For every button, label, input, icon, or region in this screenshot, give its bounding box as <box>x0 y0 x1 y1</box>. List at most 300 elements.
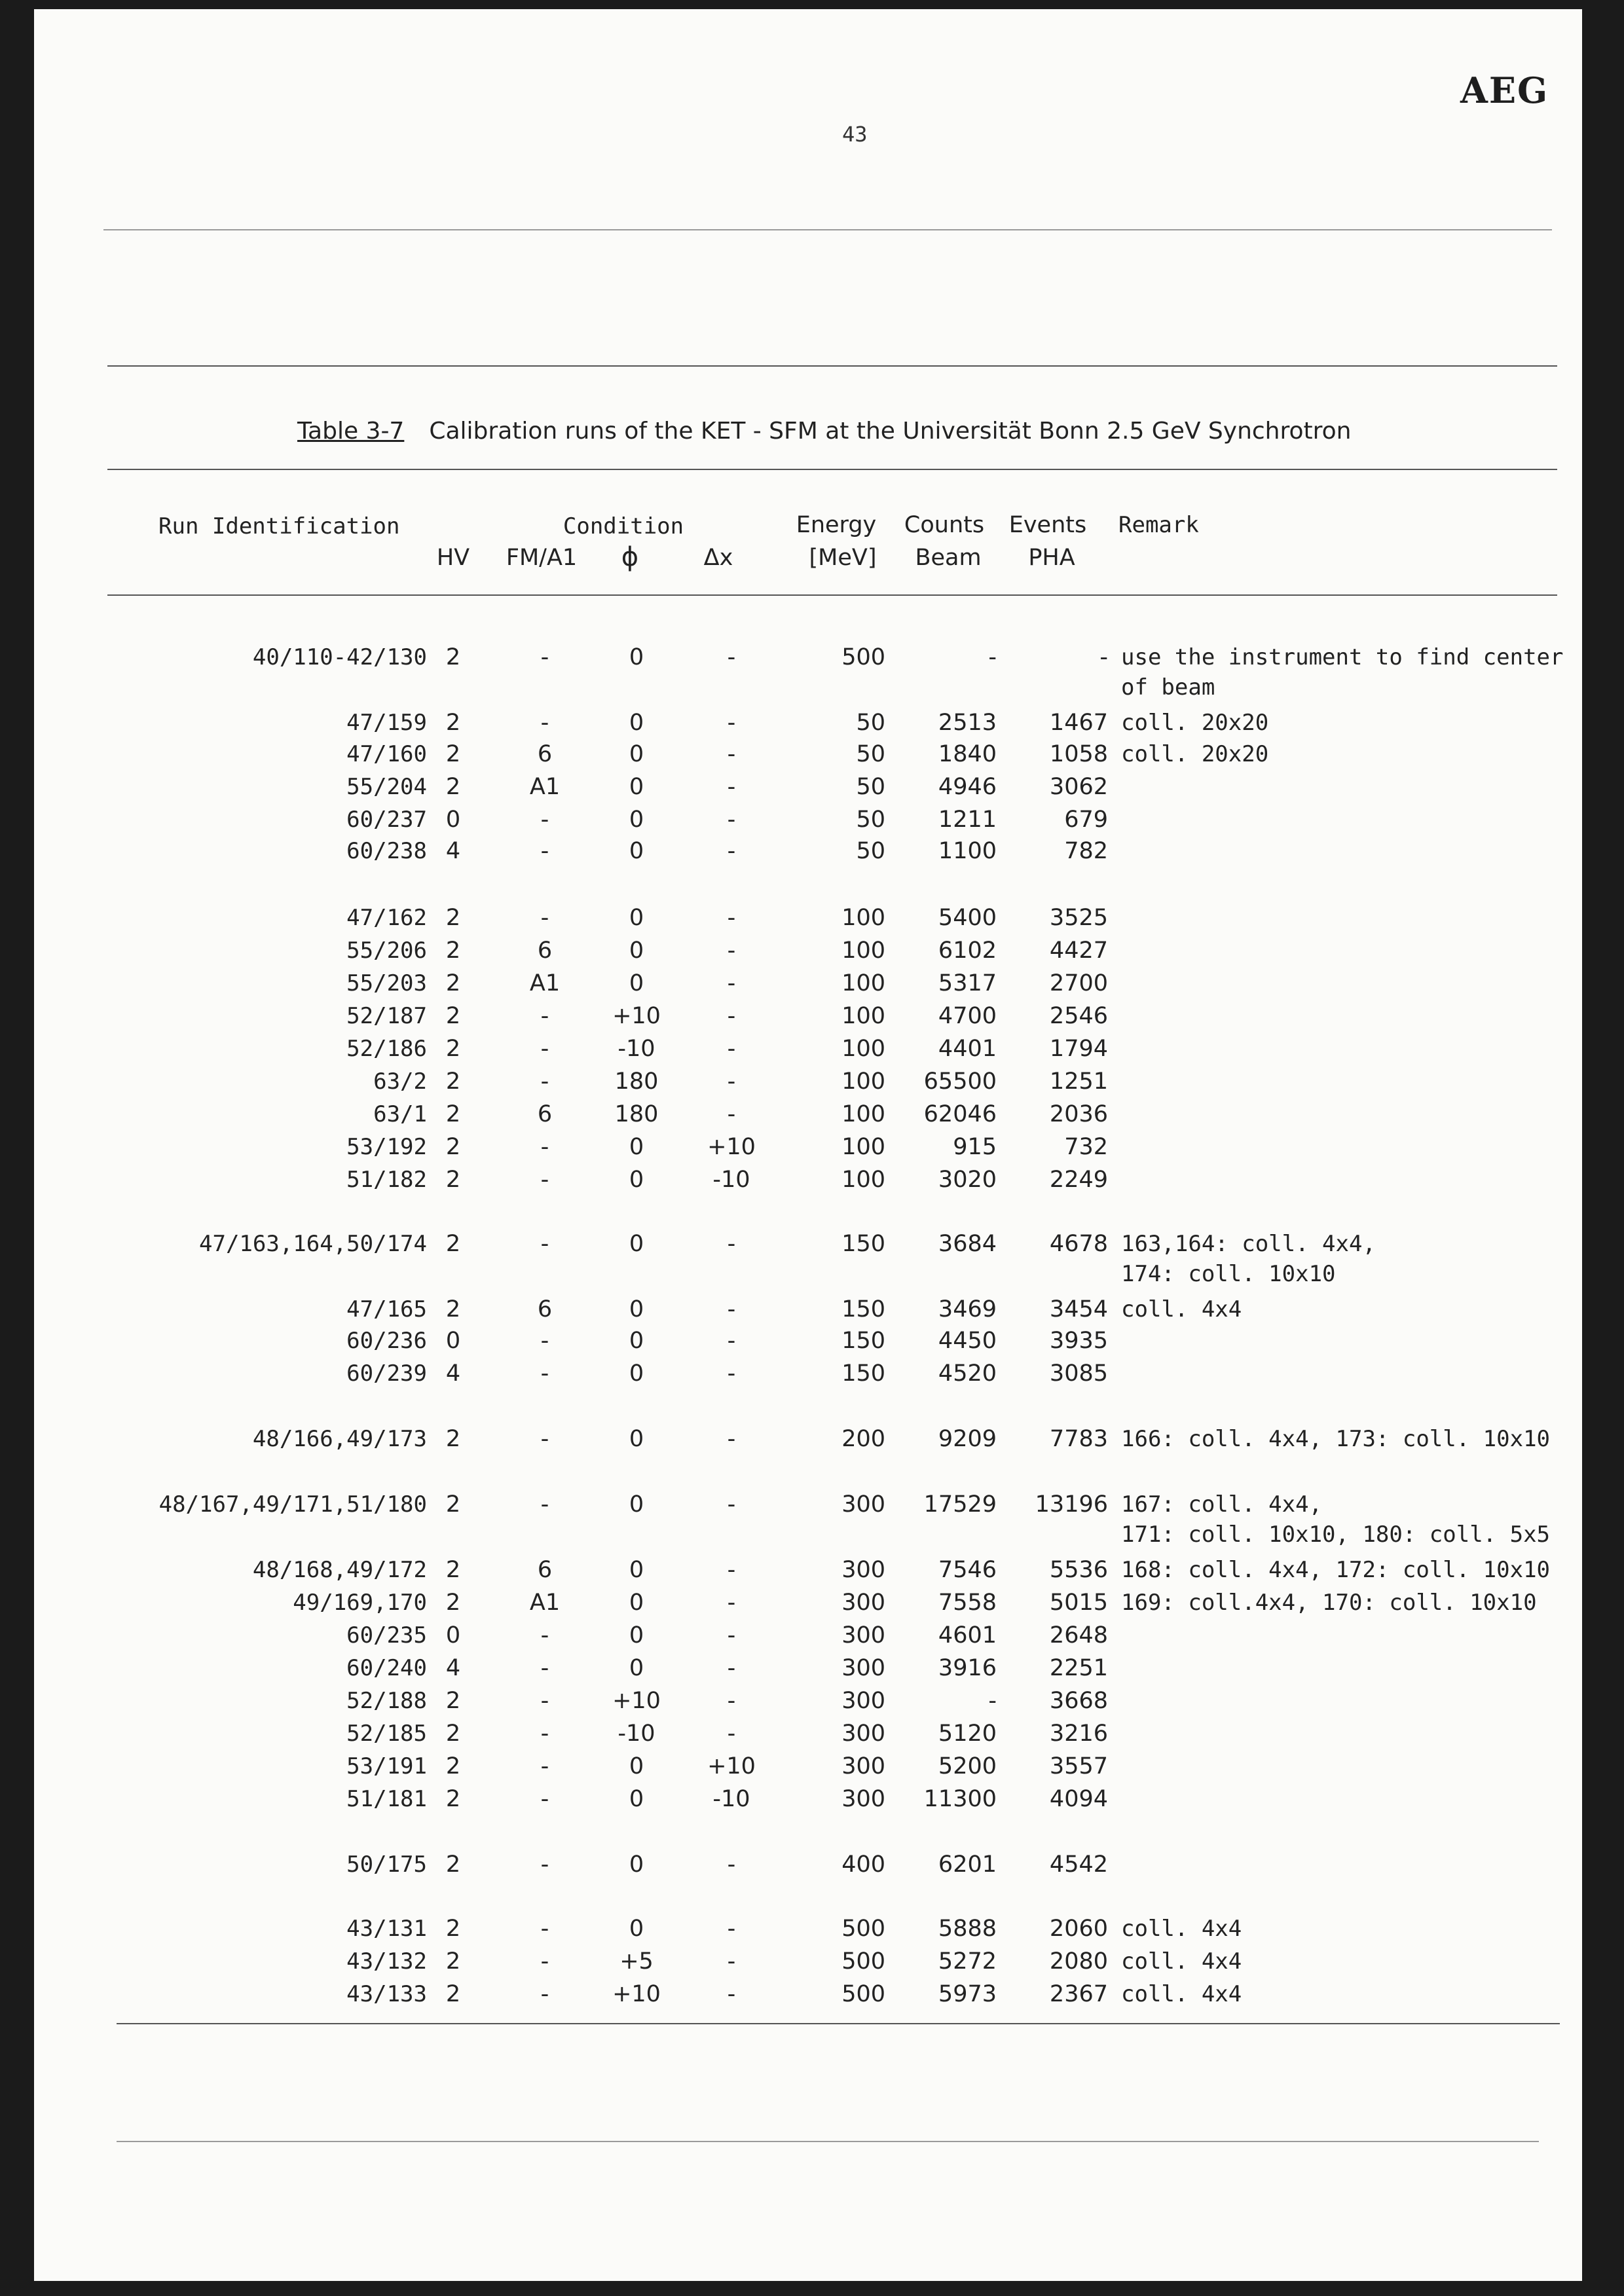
table-row <box>34 1231 1582 1287</box>
cell-delta-x: - <box>727 1622 736 1649</box>
cell-delta-x: - <box>727 1296 736 1322</box>
table-row <box>34 1360 1582 1393</box>
cell-delta-x: - <box>727 838 736 864</box>
cell-energy: 400 <box>841 1851 885 1878</box>
cell-events-pha: 1794 <box>1049 1036 1108 1062</box>
cell-remark: 168: coll. 4x4, 172: coll. 10x10 <box>1121 1557 1551 1583</box>
table-caption <box>297 418 1352 445</box>
cell-phi: 0 <box>629 1134 644 1160</box>
cell-energy: 50 <box>856 741 885 767</box>
cell-run-id: 47/165 <box>346 1296 427 1322</box>
table-row <box>34 710 1582 742</box>
cell-run-id: 47/163,164,50/174 <box>199 1231 427 1257</box>
header-run-identification: Run Identification <box>158 513 400 539</box>
cell-run-id: 55/206 <box>346 938 427 964</box>
table-row <box>34 644 1582 701</box>
table-row <box>34 1786 1582 1819</box>
cell-fm-al: - <box>540 1753 549 1779</box>
cell-events-pha: 1467 <box>1049 710 1108 736</box>
header-phi: ϕ <box>621 542 639 572</box>
table-row <box>34 1688 1582 1721</box>
cell-phi: 0 <box>629 1296 644 1322</box>
cell-events-pha: 3062 <box>1049 774 1108 800</box>
cell-phi: 0 <box>629 1916 644 1942</box>
header-energy-unit: [MeV] <box>809 545 877 571</box>
table-row <box>34 1557 1582 1590</box>
table-row <box>34 1101 1582 1134</box>
cell-delta-x: - <box>727 1360 736 1387</box>
cell-fm-al: - <box>540 1167 549 1193</box>
table-row <box>34 1134 1582 1167</box>
table-row <box>34 1068 1582 1101</box>
cell-phi: 180 <box>614 1101 659 1127</box>
cell-energy: 300 <box>841 1491 885 1518</box>
cell-phi: 0 <box>629 1851 644 1878</box>
cell-counts-beam: 5973 <box>938 1981 997 2007</box>
cell-remark: coll. 4x4 <box>1121 1981 1242 2007</box>
cell-events-pha: 5536 <box>1049 1557 1108 1583</box>
cell-run-id: 43/131 <box>346 1916 427 1942</box>
cell-events-pha: 2249 <box>1049 1167 1108 1193</box>
cell-phi: 0 <box>629 970 644 996</box>
cell-hv: 2 <box>445 1753 461 1779</box>
cell-hv: 2 <box>445 1003 461 1029</box>
table-row <box>34 1590 1582 1622</box>
cell-remark: 167: coll. 4x4, <box>1121 1491 1323 1518</box>
cell-hv: 2 <box>445 1101 461 1127</box>
cell-hv: 0 <box>445 807 461 833</box>
cell-counts-beam: 3020 <box>938 1167 997 1193</box>
header-fm-al: FM/A1 <box>506 545 578 571</box>
table-row <box>34 838 1582 871</box>
cell-phi: +10 <box>612 1003 661 1029</box>
cell-energy: 300 <box>841 1622 885 1649</box>
cell-fm-al: 6 <box>537 1557 553 1583</box>
cell-fm-al: 6 <box>537 741 553 767</box>
cell-delta-x: - <box>727 1426 736 1452</box>
cell-counts-beam: 5888 <box>938 1916 997 1942</box>
cell-remark: use the instrument to find center <box>1121 644 1564 670</box>
header-events: Events <box>1008 512 1087 538</box>
cell-counts-beam: 9209 <box>938 1426 997 1452</box>
cell-hv: 2 <box>445 970 461 996</box>
cell-fm-al: 6 <box>537 1296 553 1322</box>
cell-delta-x: +10 <box>707 1753 756 1779</box>
cell-events-pha: 2036 <box>1049 1101 1108 1127</box>
header-remark: Remark <box>1118 512 1199 538</box>
table-row <box>34 938 1582 970</box>
cell-counts-beam: 4946 <box>938 774 997 800</box>
cell-hv: 2 <box>445 1134 461 1160</box>
cell-delta-x: - <box>727 1491 736 1518</box>
cell-hv: 2 <box>445 905 461 931</box>
top-divider <box>103 229 1552 230</box>
cell-phi: +10 <box>612 1688 661 1714</box>
cell-energy: 300 <box>841 1688 885 1714</box>
cell-events-pha: 2367 <box>1049 1981 1108 2007</box>
cell-remark-continued: 174: coll. 10x10 <box>1121 1261 1336 1287</box>
cell-hv: 4 <box>445 1655 461 1681</box>
cell-delta-x: - <box>727 741 736 767</box>
cell-delta-x: - <box>727 1231 736 1257</box>
cell-delta-x: - <box>727 1036 736 1062</box>
cell-delta-x: - <box>727 1916 736 1942</box>
cell-hv: 2 <box>445 774 461 800</box>
cell-phi: 180 <box>614 1068 659 1095</box>
table-row <box>34 741 1582 774</box>
cell-phi: 0 <box>629 1557 644 1583</box>
cell-counts-beam: 4450 <box>938 1328 997 1354</box>
cell-counts-beam: 4520 <box>938 1360 997 1387</box>
cell-run-id: 40/110-42/130 <box>252 644 427 670</box>
cell-fm-al: - <box>540 1916 549 1942</box>
table-row <box>34 1003 1582 1036</box>
cell-events-pha: 2648 <box>1049 1622 1108 1649</box>
cell-counts-beam: 3684 <box>938 1231 997 1257</box>
cell-events-pha: 3557 <box>1049 1753 1108 1779</box>
cell-run-id: 53/192 <box>346 1134 427 1160</box>
cell-run-id: 60/238 <box>346 838 427 864</box>
cell-hv: 2 <box>445 1167 461 1193</box>
cell-phi: 0 <box>629 1360 644 1387</box>
cell-phi: 0 <box>629 1231 644 1257</box>
cell-delta-x: +10 <box>707 1134 756 1160</box>
bottom-divider <box>117 2141 1539 2142</box>
cell-events-pha: - <box>1099 644 1108 670</box>
cell-hv: 2 <box>445 644 461 670</box>
table-bottom-rule <box>117 2023 1560 2024</box>
cell-run-id: 52/185 <box>346 1721 427 1747</box>
cell-fm-al: - <box>540 1622 549 1649</box>
cell-fm-al: - <box>540 1851 549 1878</box>
cell-events-pha: 13196 <box>1035 1491 1108 1518</box>
cell-energy: 300 <box>841 1721 885 1747</box>
cell-counts-beam: - <box>988 644 997 670</box>
cell-hv: 2 <box>445 1688 461 1714</box>
cell-delta-x: - <box>727 774 736 800</box>
cell-events-pha: 3935 <box>1049 1328 1108 1354</box>
table-row <box>34 1328 1582 1360</box>
cell-events-pha: 4094 <box>1049 1786 1108 1812</box>
cell-energy: 300 <box>841 1753 885 1779</box>
table-row <box>34 807 1582 839</box>
cell-delta-x: - <box>727 1590 736 1616</box>
cell-energy: 500 <box>841 1981 885 2007</box>
cell-run-id: 49/169,170 <box>293 1590 427 1616</box>
table-row <box>34 1753 1582 1786</box>
cell-counts-beam: 3916 <box>938 1655 997 1681</box>
cell-events-pha: 3454 <box>1049 1296 1108 1322</box>
cell-energy: 100 <box>841 970 885 996</box>
cell-delta-x: - <box>727 1948 736 1975</box>
cell-run-id: 63/2 <box>373 1068 427 1095</box>
cell-phi: 0 <box>629 644 644 670</box>
cell-delta-x: - <box>727 1557 736 1583</box>
cell-phi: 0 <box>629 1655 644 1681</box>
cell-counts-beam: 6102 <box>938 938 997 964</box>
cell-delta-x: - <box>727 807 736 833</box>
header-counts: Counts <box>904 512 985 538</box>
cell-hv: 2 <box>445 1296 461 1322</box>
cell-hv: 4 <box>445 838 461 864</box>
cell-counts-beam: 5200 <box>938 1753 997 1779</box>
cell-run-id: 63/1 <box>373 1101 427 1127</box>
cell-delta-x: - <box>727 1721 736 1747</box>
table-row <box>34 1167 1582 1199</box>
cell-phi: 0 <box>629 1622 644 1649</box>
table-row <box>34 1036 1582 1068</box>
cell-run-id: 47/160 <box>346 741 427 767</box>
cell-remark: coll. 20x20 <box>1121 710 1269 736</box>
cell-run-id: 52/188 <box>346 1688 427 1714</box>
table-row <box>34 1426 1582 1459</box>
cell-phi: 0 <box>629 741 644 767</box>
cell-phi: +10 <box>612 1981 661 2007</box>
cell-run-id: 48/167,49/171,51/180 <box>158 1491 427 1518</box>
header-energy: Energy <box>796 512 877 538</box>
cell-hv: 2 <box>445 938 461 964</box>
cell-remark-continued: of beam <box>1121 674 1215 701</box>
cell-hv: 4 <box>445 1360 461 1387</box>
cell-fm-al: A1 <box>529 774 561 800</box>
cell-hv: 2 <box>445 1851 461 1878</box>
cell-run-id: 43/132 <box>346 1948 427 1975</box>
table-row <box>34 1851 1582 1884</box>
cell-remark: coll. 20x20 <box>1121 741 1269 767</box>
cell-energy: 100 <box>841 905 885 931</box>
header-delta-x: Δx <box>703 545 733 571</box>
cell-counts-beam: 4401 <box>938 1036 997 1062</box>
cell-counts-beam: 7546 <box>938 1557 997 1583</box>
cell-counts-beam: 5400 <box>938 905 997 931</box>
cell-fm-al: - <box>540 1721 549 1747</box>
cell-events-pha: 7783 <box>1049 1426 1108 1452</box>
table-row <box>34 1655 1582 1688</box>
table-row <box>34 905 1582 938</box>
cell-fm-al: - <box>540 644 549 670</box>
cell-events-pha: 2700 <box>1049 970 1108 996</box>
cell-counts-beam: 915 <box>953 1134 997 1160</box>
cell-phi: -10 <box>618 1036 655 1062</box>
cell-counts-beam: - <box>988 1688 997 1714</box>
cell-delta-x: - <box>727 1688 736 1714</box>
cell-counts-beam: 3469 <box>938 1296 997 1322</box>
table-row <box>34 1721 1582 1753</box>
cell-delta-x: - <box>727 938 736 964</box>
cell-counts-beam: 62046 <box>923 1101 997 1127</box>
cell-delta-x: - <box>727 1981 736 2007</box>
cell-run-id: 50/175 <box>346 1851 427 1878</box>
cell-delta-x: - <box>727 1101 736 1127</box>
cell-hv: 2 <box>445 1721 461 1747</box>
cell-phi: 0 <box>629 1426 644 1452</box>
cell-energy: 300 <box>841 1557 885 1583</box>
cell-fm-al: 6 <box>537 1101 553 1127</box>
cell-hv: 0 <box>445 1328 461 1354</box>
cell-energy: 150 <box>841 1328 885 1354</box>
cell-energy: 100 <box>841 1068 885 1095</box>
cell-run-id: 60/239 <box>346 1360 427 1387</box>
cell-run-id: 47/159 <box>346 710 427 736</box>
cell-events-pha: 2060 <box>1049 1916 1108 1942</box>
cell-counts-beam: 65500 <box>923 1068 997 1095</box>
cell-fm-al: - <box>540 1688 549 1714</box>
cell-delta-x: - <box>727 1003 736 1029</box>
cell-hv: 2 <box>445 1916 461 1942</box>
cell-fm-al: - <box>540 710 549 736</box>
cell-counts-beam: 5317 <box>938 970 997 996</box>
cell-fm-al: A1 <box>529 1590 561 1616</box>
cell-remark: coll. 4x4 <box>1121 1948 1242 1975</box>
cell-run-id: 52/186 <box>346 1036 427 1062</box>
cell-energy: 100 <box>841 1036 885 1062</box>
cell-hv: 2 <box>445 1786 461 1812</box>
cell-fm-al: - <box>540 1655 549 1681</box>
cell-run-id: 60/240 <box>346 1655 427 1681</box>
cell-run-id: 55/204 <box>346 774 427 800</box>
cell-counts-beam: 1840 <box>938 741 997 767</box>
cell-events-pha: 1058 <box>1049 741 1108 767</box>
cell-energy: 100 <box>841 1167 885 1193</box>
cell-events-pha: 3525 <box>1049 905 1108 931</box>
cell-phi: 0 <box>629 1590 644 1616</box>
cell-hv: 2 <box>445 741 461 767</box>
cell-energy: 150 <box>841 1360 885 1387</box>
table-row <box>34 1981 1582 2014</box>
cell-phi: 0 <box>629 938 644 964</box>
cell-remark: coll. 4x4 <box>1121 1916 1242 1942</box>
table-row <box>34 970 1582 1003</box>
cell-phi: 0 <box>629 1167 644 1193</box>
cell-fm-al: - <box>540 1036 549 1062</box>
cell-run-id: 52/187 <box>346 1003 427 1029</box>
cell-remark: coll. 4x4 <box>1121 1296 1242 1322</box>
caption-rule <box>107 469 1557 470</box>
cell-fm-al: - <box>540 1491 549 1518</box>
cell-events-pha: 1251 <box>1049 1068 1108 1095</box>
cell-events-pha: 4678 <box>1049 1231 1108 1257</box>
cell-delta-x: - <box>727 1328 736 1354</box>
cell-run-id: 53/191 <box>346 1753 427 1779</box>
cell-fm-al: - <box>540 838 549 864</box>
cell-phi: 0 <box>629 838 644 864</box>
cell-energy: 100 <box>841 938 885 964</box>
cell-counts-beam: 4601 <box>938 1622 997 1649</box>
cell-hv: 2 <box>445 1491 461 1518</box>
cell-remark: 163,164: coll. 4x4, <box>1121 1231 1376 1257</box>
cell-hv: 2 <box>445 1068 461 1095</box>
cell-events-pha: 732 <box>1064 1134 1108 1160</box>
cell-events-pha: 4427 <box>1049 938 1108 964</box>
cell-run-id: 47/162 <box>346 905 427 931</box>
table-top-rule <box>107 365 1557 367</box>
cell-phi: 0 <box>629 1786 644 1812</box>
cell-energy: 500 <box>841 1948 885 1975</box>
cell-delta-x: - <box>727 710 736 736</box>
cell-phi: 0 <box>629 905 644 931</box>
cell-fm-al: - <box>540 1786 549 1812</box>
cell-energy: 50 <box>856 807 885 833</box>
cell-energy: 300 <box>841 1655 885 1681</box>
page-number: 43 <box>842 122 868 147</box>
cell-hv: 0 <box>445 1622 461 1649</box>
cell-counts-beam: 2513 <box>938 710 997 736</box>
cell-hv: 2 <box>445 1590 461 1616</box>
cell-events-pha: 679 <box>1064 807 1108 833</box>
cell-fm-al: - <box>540 807 549 833</box>
cell-events-pha: 2546 <box>1049 1003 1108 1029</box>
cell-events-pha: 782 <box>1064 838 1108 864</box>
cell-energy: 150 <box>841 1231 885 1257</box>
cell-energy: 50 <box>856 774 885 800</box>
header-counts-beam: Beam <box>915 545 982 571</box>
cell-energy: 150 <box>841 1296 885 1322</box>
table-label: Table 3-7 <box>297 418 405 445</box>
cell-delta-x: - <box>727 1068 736 1095</box>
table-row <box>34 774 1582 807</box>
cell-run-id: 43/133 <box>346 1981 427 2007</box>
cell-delta-x: - <box>727 970 736 996</box>
cell-events-pha: 4542 <box>1049 1851 1108 1878</box>
table-title: Calibration runs of the KET - SFM at the Universität Bonn 2.5 GeV Synchrotron <box>429 418 1352 445</box>
cell-run-id: 55/203 <box>346 970 427 996</box>
cell-energy: 300 <box>841 1590 885 1616</box>
cell-phi: 0 <box>629 1753 644 1779</box>
cell-phi: +5 <box>619 1948 654 1975</box>
cell-energy: 50 <box>856 710 885 736</box>
cell-hv: 2 <box>445 1231 461 1257</box>
table-row <box>34 1916 1582 1948</box>
cell-phi: 0 <box>629 807 644 833</box>
cell-fm-al: - <box>540 1231 549 1257</box>
cell-counts-beam: 17529 <box>923 1491 997 1518</box>
cell-energy: 200 <box>841 1426 885 1452</box>
cell-fm-al: - <box>540 1003 549 1029</box>
table-row <box>34 1948 1582 1981</box>
cell-delta-x: - <box>727 644 736 670</box>
cell-phi: 0 <box>629 710 644 736</box>
cell-delta-x: - <box>727 1655 736 1681</box>
cell-hv: 2 <box>445 1557 461 1583</box>
cell-run-id: 48/168,49/172 <box>252 1557 427 1583</box>
cell-phi: -10 <box>618 1721 655 1747</box>
header-rule <box>107 594 1557 596</box>
header-hv: HV <box>436 545 470 571</box>
cell-fm-al: - <box>540 1948 549 1975</box>
cell-run-id: 51/181 <box>346 1786 427 1812</box>
cell-events-pha: 3216 <box>1049 1721 1108 1747</box>
header-condition: Condition <box>563 513 684 539</box>
cell-fm-al: - <box>540 905 549 931</box>
table-row <box>34 1491 1582 1548</box>
cell-counts-beam: 5272 <box>938 1948 997 1975</box>
cell-run-id: 48/166,49/173 <box>252 1426 427 1452</box>
cell-hv: 2 <box>445 1948 461 1975</box>
cell-fm-al: - <box>540 1068 549 1095</box>
cell-run-id: 60/236 <box>346 1328 427 1354</box>
cell-hv: 2 <box>445 1426 461 1452</box>
cell-events-pha: 3668 <box>1049 1688 1108 1714</box>
cell-events-pha: 2080 <box>1049 1948 1108 1975</box>
cell-hv: 2 <box>445 1981 461 2007</box>
cell-energy: 100 <box>841 1101 885 1127</box>
cell-fm-al: A1 <box>529 970 561 996</box>
cell-counts-beam: 6201 <box>938 1851 997 1878</box>
cell-delta-x: -10 <box>712 1167 750 1193</box>
cell-counts-beam: 1211 <box>938 807 997 833</box>
cell-hv: 2 <box>445 710 461 736</box>
header-events-pha: PHA <box>1028 545 1075 571</box>
